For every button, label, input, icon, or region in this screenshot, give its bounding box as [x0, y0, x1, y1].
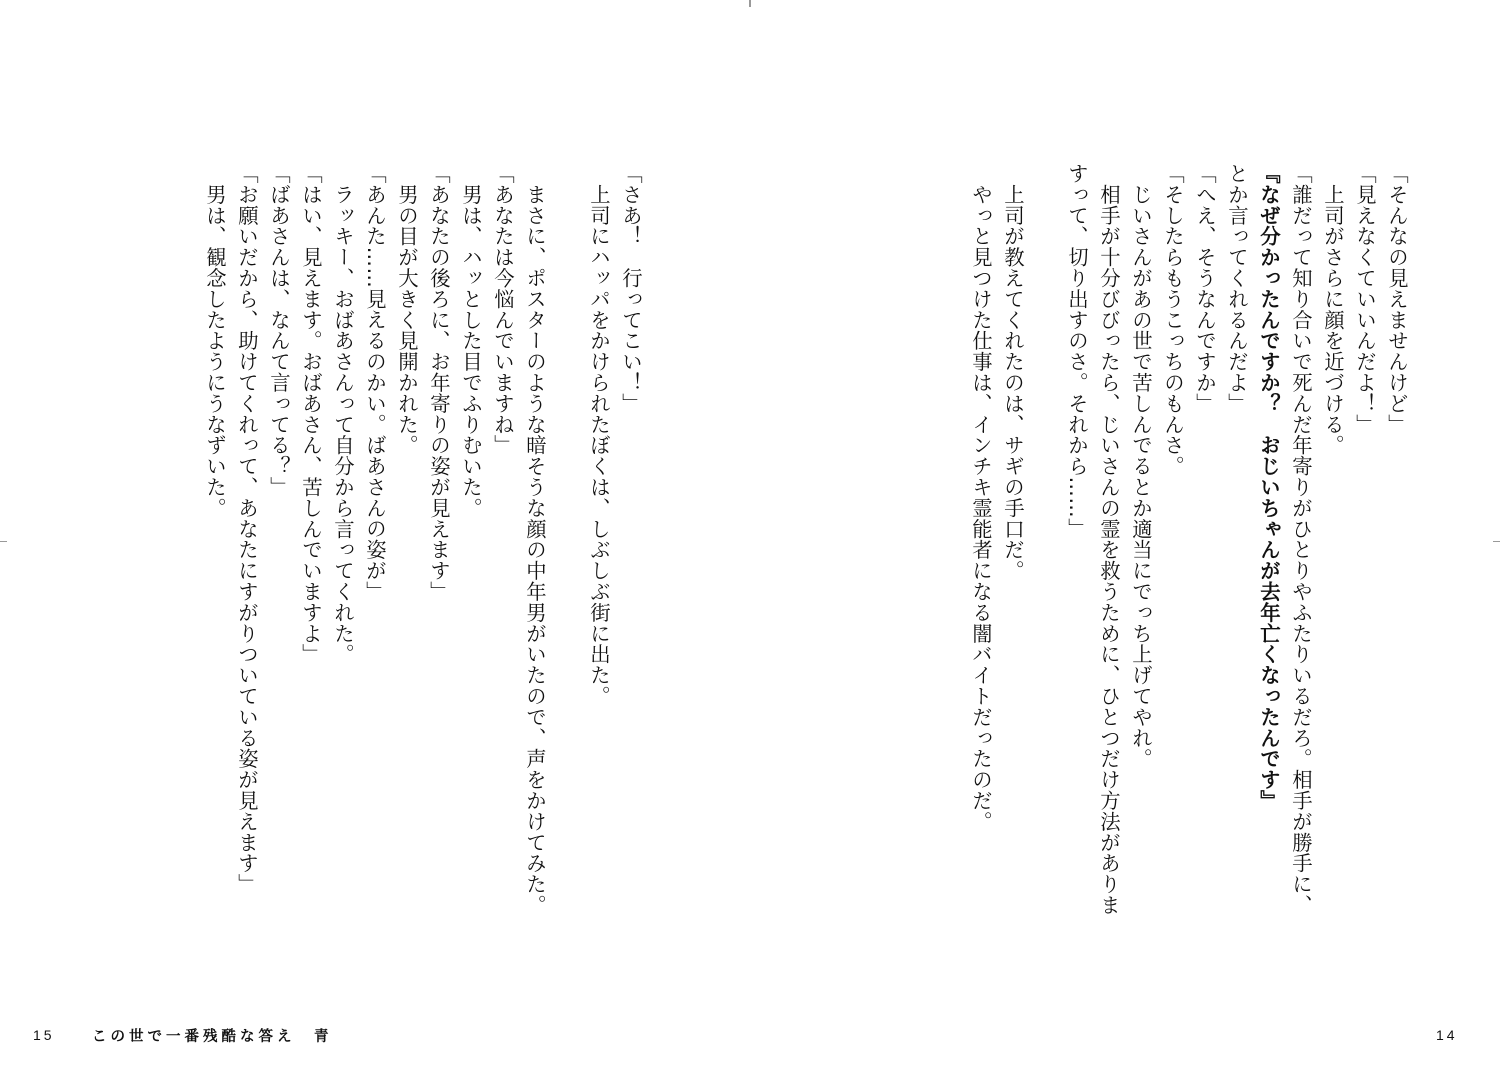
- text-line: 上司が教えてくれたのは、サギの手口だ。: [1001, 163, 1025, 581]
- text-line: 男の目が大きく見開かれた。: [395, 163, 419, 456]
- right-page: [750, 0, 1500, 1085]
- text-line: 「はい、見えます。おばあさん、苦しんでいますよ」: [299, 163, 323, 665]
- crop-mark: [1493, 541, 1500, 542]
- text-line: 「お願いだから、助けてくれって、あなたにすがりついている姿が見えます」: [235, 163, 259, 895]
- text-line: すって、切り出すのさ。それから……」: [1065, 163, 1089, 540]
- text-line: 「そしたらもうこっちのもんさ。: [1161, 163, 1185, 477]
- text-line: 上司にハッパをかけられたぼくは、しぶしぶ街に出た。: [587, 163, 611, 707]
- crop-mark: [750, 0, 751, 7]
- running-head: この世で一番残酷な答え 青: [92, 1029, 333, 1045]
- text-line: 「あんた……見えるのかい。ばあさんの姿が」: [363, 163, 387, 602]
- text-line: まさに、ポスターのような暗そうな顔の中年男がいたので、声をかけてみた。: [523, 163, 547, 916]
- text-line: 「そんなの見えませんけど」: [1385, 163, 1409, 435]
- text-line: 相手が十分びびったら、じいさんの霊を救うために、ひとつだけ方法がありま: [1097, 163, 1121, 916]
- text-line: ラッキー、おばあさんって自分から言ってくれた。: [331, 163, 355, 665]
- text-line: 男は、観念したようにうなずいた。: [203, 163, 227, 519]
- text-line: 「見えなくていいんだよ！」: [1353, 163, 1377, 435]
- text-line: 「誰だって知り合いで死んだ年寄りがひとりやふたりいるだろ。相手が勝手に、: [1289, 163, 1313, 916]
- text-line: 「へえ、そうなんですか」: [1193, 163, 1217, 414]
- text-line: とか言ってくれるんだよ」: [1225, 163, 1249, 414]
- crop-mark: [749, 0, 750, 7]
- page-number: 14: [1436, 1027, 1458, 1043]
- text-line: 上司がさらに顔を近づける。: [1321, 163, 1345, 456]
- text-line: やっと見つけた仕事は、インチキ霊能者になる闇バイトだったのだ。: [969, 163, 993, 832]
- crop-mark: [0, 541, 7, 542]
- text-line: じいさんがあの世で苦しんでるとか適当にでっち上げてやれ。: [1129, 163, 1153, 770]
- text-line: 「ばあさんは、なんて言ってる？」: [267, 163, 291, 498]
- page-number: 15: [33, 1027, 55, 1043]
- text-line: 男は、ハッとした目でふりむいた。: [459, 163, 483, 519]
- text-line-bold: 『なぜ分かったんですか？ おじいちゃんが去年亡くなったんです』: [1257, 163, 1281, 811]
- text-line: 「あなたは今悩んでいますね」: [491, 163, 515, 456]
- text-line: 「さあ！ 行ってこい！」: [619, 163, 643, 414]
- text-line: 「あなたの後ろに、お年寄りの姿が見えます」: [427, 163, 451, 602]
